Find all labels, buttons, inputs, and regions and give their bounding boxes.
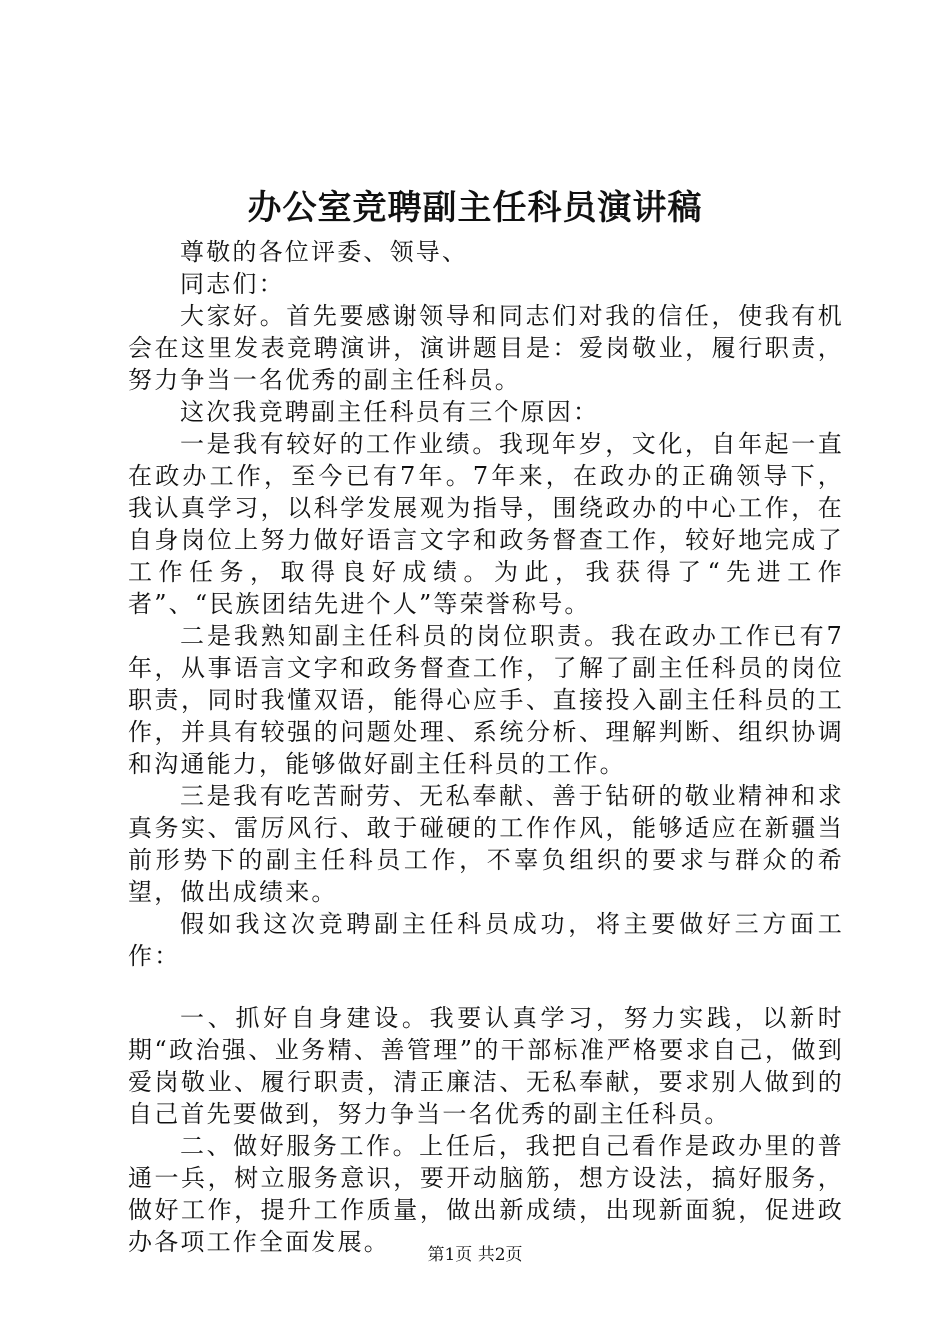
greeting-line: 同志们：: [180, 270, 285, 298]
body-paragraph: 三是我有吃苦耐劳、无私奉献、善于钻研的敬业精神和求真务实、雷厉风行、敢于碰硬的工作作风，能够适应在新疆当前形势下的副主任科员工作，不辜负组织的要求与群众的希望，做出成绩来。: [128, 782, 844, 906]
body-paragraph: 一是我有较好的工作业绩。我现年岁，文化，自年起一直在政办工作，至今已有7年。7年来，在政办的正确领导下，我认真学习，以科学发展观为指导，围绕政办的中心工作，在自身岗位上努力做好语言文字和政务督查工作，较好地完成了工作任务，取得良好成绩。为此，我获得了“先进工作者”、“民族团结先进个人”等荣誉称号。: [128, 430, 844, 618]
body-paragraph: 大家好。首先要感谢领导和同志们对我的信任，使我有机会在这里发表竞聘演讲，演讲题目是：爱岗敬业，履行职责，努力争当一名优秀的副主任科员。: [128, 302, 844, 394]
page-footer: 第1页 共2页: [427, 1245, 523, 1265]
paragraph-spacer: [128, 972, 844, 1002]
body-paragraph: 这次我竞聘副主任科员有三个原因：: [180, 398, 600, 426]
greeting-line: 尊敬的各位评委、领导、: [180, 238, 469, 266]
document-title: 办公室竞聘副主任科员演讲稿: [247, 188, 703, 228]
body-paragraph: 二、做好服务工作。上任后，我把自己看作是政办里的普通一兵，树立服务意识，要开动脑筋，想方设法，搞好服务，做好工作，提升工作质量，做出新成绩，出现新面貌，促进政办各项工作全面发展。: [128, 1132, 844, 1256]
body-paragraph: 一、抓好自身建设。我要认真学习，努力实践，以新时期“政治强、业务精、善管理”的干部标准严格要求自己，做到爱岗敬业、履行职责，清正廉洁、无私奉献，要求别人做到的自己首先要做到，努力争当一名优秀的副主任科员。: [128, 1004, 844, 1128]
document-body: [128, 236, 844, 1258]
body-paragraph: 二是我熟知副主任科员的岗位职责。我在政办工作已有7年，从事语言文字和政务督查工作，了解了副主任科员的岗位职责，同时我懂双语，能得心应手、直接投入副主任科员的工作，并具有较强的问题处理、系统分析、理解判断、组织协调和沟通能力，能够做好副主任科员的工作。: [128, 622, 844, 778]
body-paragraph: 假如我这次竞聘副主任科员成功，将主要做好三方面工作：: [128, 910, 844, 970]
